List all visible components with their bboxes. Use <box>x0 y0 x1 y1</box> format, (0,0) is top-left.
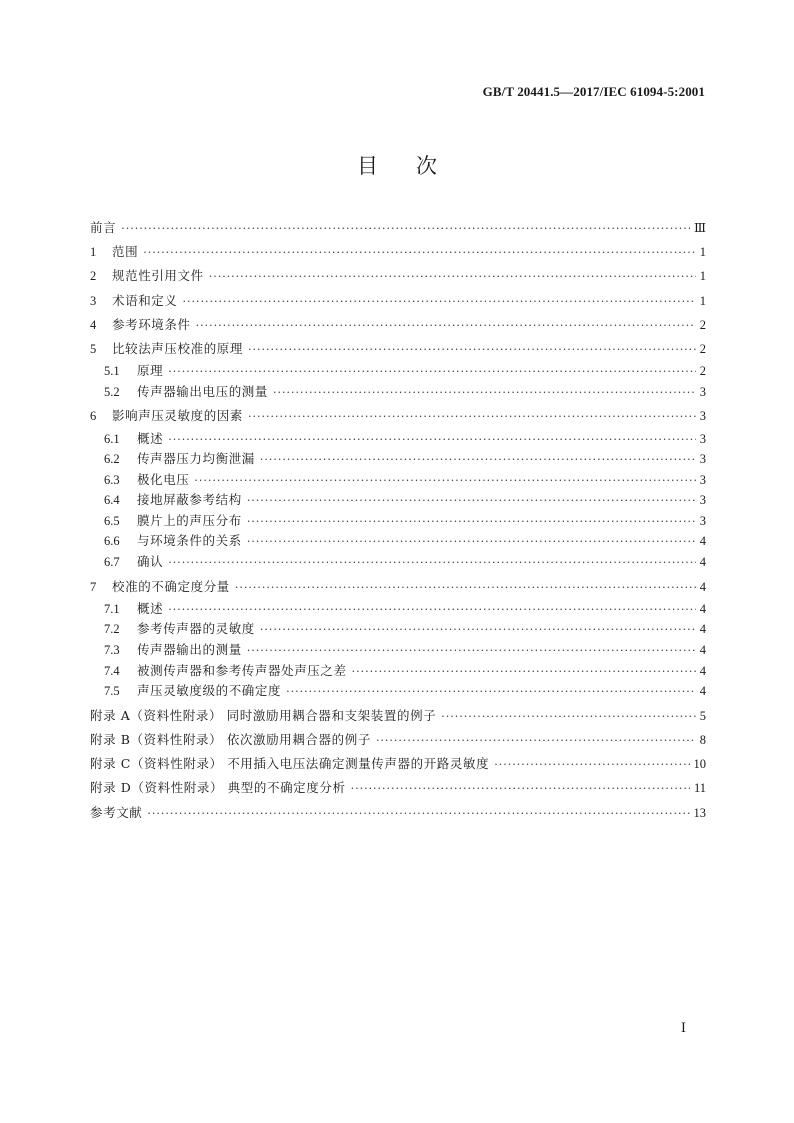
toc-entry-page: 3 <box>699 384 706 399</box>
toc-entry-title: 参考环境条件 <box>112 316 191 332</box>
toc-dot-leader <box>168 362 696 382</box>
toc-entry[interactable] <box>90 752 706 776</box>
toc-dot-leader <box>494 753 689 776</box>
toc-dot-leader <box>194 471 695 491</box>
toc-entry-page: 3 <box>699 431 706 446</box>
toc-entry-number: 7.1 <box>104 601 120 616</box>
toc-entry-page: 4 <box>699 601 706 616</box>
toc-entry[interactable] <box>90 511 706 532</box>
toc-entry[interactable] <box>90 429 706 450</box>
toc-entry[interactable] <box>90 289 706 313</box>
toc-entry-page: 1 <box>699 269 706 284</box>
toc-entry[interactable] <box>90 531 706 552</box>
toc-entry-title: 概述 <box>137 430 164 446</box>
toc-dot-leader <box>196 314 696 337</box>
toc-entry-title: 传声器输出的测量 <box>137 642 242 658</box>
toc-entry-title: 影响声压灵敏度的因素 <box>112 408 244 424</box>
toc-entry-number: 7.4 <box>104 663 120 678</box>
toc-dot-leader <box>147 802 689 825</box>
toc-dot-leader <box>376 729 696 752</box>
toc-entry-number: 5.2 <box>104 384 120 399</box>
toc-entry-number: 6.2 <box>104 452 120 467</box>
toc-dot-leader <box>235 576 696 599</box>
toc-entry[interactable] <box>90 640 706 661</box>
toc-entry-title: 参考文献 <box>90 804 143 820</box>
toc-entry-number: 7.3 <box>104 643 120 658</box>
toc-entry-number: 6.4 <box>104 493 120 508</box>
toc-entry-title: 参考传声器的灵敏度 <box>137 621 255 637</box>
toc-entry-page: 1 <box>699 293 706 308</box>
toc-entry-title: 规范性引用文件 <box>112 268 204 284</box>
toc-entry-page: 11 <box>693 781 706 796</box>
toc-dot-leader <box>183 290 696 313</box>
toc-entry-page: 3 <box>699 452 706 467</box>
toc-entry[interactable] <box>90 599 706 620</box>
toc-dot-leader <box>247 641 696 661</box>
toc-entry-number: 1 <box>90 245 97 260</box>
toc-entry-page: 2 <box>699 317 706 332</box>
toc-entry-number: 2 <box>90 269 97 284</box>
toc-entry-page: 13 <box>693 805 706 820</box>
toc-entry-page: 4 <box>699 684 706 699</box>
toc-dot-leader <box>441 705 695 728</box>
toc-entry[interactable] <box>90 313 706 337</box>
toc-entry-page: 4 <box>699 663 706 678</box>
toc-dot-leader <box>143 241 696 264</box>
toc-entry-title: 附录 D（资料性附录） 典型的不确定度分析 <box>90 780 346 796</box>
toc-entry-title: 校准的不确定度分量 <box>112 578 230 594</box>
toc-entry-number: 6.7 <box>104 555 120 570</box>
toc-dot-leader <box>247 532 696 552</box>
toc-entry-title: 传声器压力均衡泄漏 <box>137 451 255 467</box>
toc-entry-number: 6 <box>90 409 97 424</box>
toc-entry[interactable] <box>90 575 706 599</box>
toc-entry[interactable] <box>90 264 706 288</box>
toc-entry[interactable] <box>90 216 706 240</box>
toc-entry-title: 原理 <box>137 363 164 379</box>
toc-entry-title: 附录 B（资料性附录） 依次激励用耦合器的例子 <box>90 732 371 747</box>
toc-entry[interactable] <box>90 619 706 640</box>
toc-entry-number: 4 <box>90 317 97 332</box>
toc-entry-number: 7.5 <box>104 684 120 699</box>
toc-entry[interactable] <box>90 490 706 511</box>
toc-entry-page: 4 <box>699 643 706 658</box>
toc-entry[interactable] <box>90 470 706 491</box>
toc-entry[interactable] <box>90 728 706 752</box>
toc-entry-title: 附录 C（资料性附录） 不用插入电压法确定测量传声器的开路灵敏度 <box>90 756 490 772</box>
toc-entry-page: 2 <box>699 364 706 379</box>
toc-dot-leader <box>248 405 696 428</box>
toc-entry-page: 4 <box>699 622 706 637</box>
toc-entry-page: 2 <box>699 341 706 356</box>
toc-dot-leader <box>168 553 696 573</box>
toc-entry-page: Ⅲ <box>693 221 706 235</box>
toc-dot-leader <box>209 265 696 288</box>
toc-dot-leader <box>121 217 690 240</box>
toc-entry-page: 1 <box>699 245 706 260</box>
toc-entry-number: 6.1 <box>104 431 120 446</box>
toc-entry-number: 5.1 <box>104 364 120 379</box>
toc-entry-number: 3 <box>90 293 97 308</box>
toc-dot-leader <box>168 430 696 450</box>
toc-entry-page: 4 <box>699 555 706 570</box>
toc-entry-page: 4 <box>699 534 706 549</box>
toc-entry-title: 极化电压 <box>137 471 190 487</box>
toc-entry-title: 与环境条件的关系 <box>137 533 242 549</box>
toc-entry[interactable] <box>90 704 706 728</box>
toc-entry-title: 前言 <box>90 220 117 235</box>
toc-entry-number: 6.5 <box>104 513 120 528</box>
toc-entry[interactable] <box>90 382 706 403</box>
toc-entry-page: 4 <box>699 579 706 594</box>
toc-entry-title: 接地屏蔽参考结构 <box>137 492 242 508</box>
toc-dot-leader <box>248 338 696 361</box>
toc-dot-leader <box>168 600 696 620</box>
page-number: Ⅰ <box>680 1020 686 1035</box>
toc-dot-leader <box>260 450 696 470</box>
toc-dot-leader <box>247 512 696 532</box>
standard-number: GB/T 20441.5—2017/IEC 61094-5:2001 <box>482 84 705 99</box>
toc-dot-leader <box>351 777 690 800</box>
toc-entry-title: 被测传声器和参考传声器处声压之差 <box>137 662 347 678</box>
page-title: 目次 <box>357 154 475 178</box>
toc-entry-page: 3 <box>699 409 706 424</box>
toc-entry-page: 3 <box>699 493 706 508</box>
toc-entry[interactable] <box>90 361 706 382</box>
toc-entry[interactable] <box>90 776 706 800</box>
toc-entry-page: 8 <box>699 733 706 747</box>
toc-entry[interactable] <box>90 240 706 264</box>
toc-entry[interactable] <box>90 404 706 428</box>
toc-entry-title: 声压灵敏度级的不确定度 <box>137 683 282 699</box>
toc-entry-title: 确认 <box>137 554 164 570</box>
toc-entry-title: 膜片上的声压分布 <box>137 512 242 528</box>
toc-dot-leader <box>260 620 696 640</box>
toc-entry[interactable] <box>90 449 706 470</box>
toc-entry[interactable] <box>90 661 706 682</box>
toc-dot-leader <box>352 662 696 682</box>
toc-dot-leader <box>286 682 696 702</box>
toc-entry[interactable] <box>90 681 706 702</box>
toc-entry-number: 5 <box>90 341 97 356</box>
toc-entry-title: 比较法声压校准的原理 <box>112 340 244 356</box>
toc-entry[interactable] <box>90 337 706 361</box>
toc-entry-title: 概述 <box>137 600 164 616</box>
toc-entry-page: 3 <box>699 472 706 487</box>
toc-entry-page: 3 <box>699 513 706 528</box>
toc-entry-title: 范围 <box>112 244 139 260</box>
toc-entry-title: 术语和定义 <box>112 292 178 308</box>
toc-entry-number: 7.2 <box>104 622 120 637</box>
toc-entry-title: 附录 A（资料性附录） 同时激励用耦合器和支架装置的例子 <box>90 707 437 723</box>
toc-entry-page: 10 <box>693 757 706 772</box>
table-of-contents <box>90 216 706 825</box>
toc-dot-leader <box>247 491 696 511</box>
toc-entry-number: 6.6 <box>104 534 120 549</box>
toc-dot-leader <box>273 383 696 403</box>
toc-entry[interactable] <box>90 552 706 573</box>
toc-entry-title: 传声器输出电压的测量 <box>137 383 269 399</box>
toc-entry[interactable] <box>90 801 706 825</box>
toc-entry-number: 7 <box>90 579 97 594</box>
toc-entry-page: 5 <box>699 708 706 723</box>
toc-entry-number: 6.3 <box>104 472 120 487</box>
